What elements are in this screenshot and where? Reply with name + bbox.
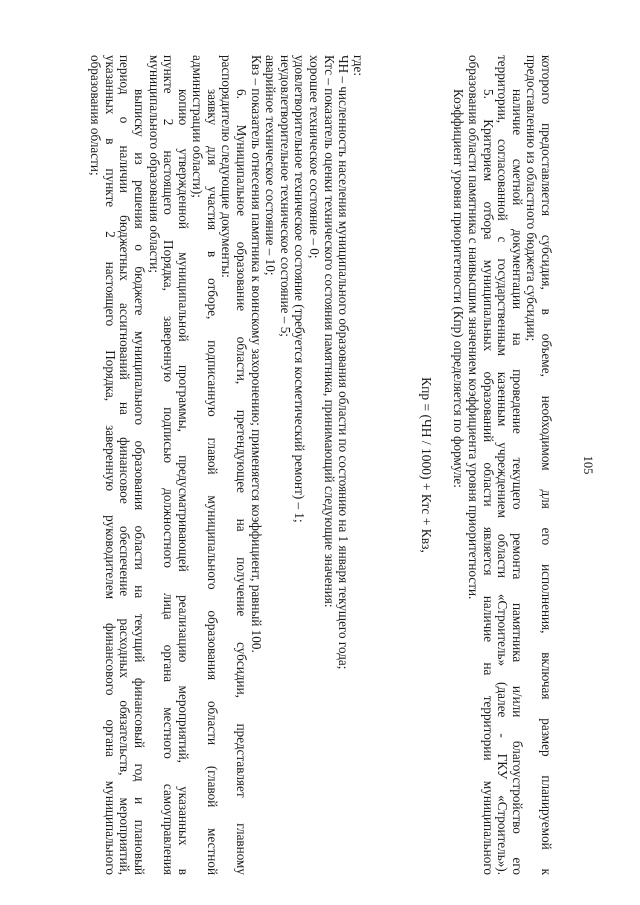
text-line: муниципального образования области; (146, 55, 162, 274)
text-line: 5. Критерием отбора муниципальных образований области является наличие на территории муниципального (480, 89, 496, 875)
text-line: Коэффициент уровня приоритетности (Кпр) определяется по формуле: (451, 89, 467, 488)
text-line: пункте 2 настоящего Порядка, заверенную подписью должностного лица органа местного самоуправления (161, 55, 177, 875)
priority-formula: Кпр = (ЧН / 1000) + Ктс + Квз, (418, 377, 434, 553)
text-line: администрации области); (190, 55, 206, 198)
text-line: где: (350, 55, 366, 76)
document-body (88, 55, 553, 875)
text-line: хорошее техническое состояние – 0; (307, 55, 323, 259)
text-line: заявку для участия в отборе, подписанную главой муниципального образования области (главой местной (204, 89, 220, 875)
text-line: распорядителю следующие документы: (219, 55, 235, 278)
text-line: наличие сметной документации на проведение текущего ремонта памятника и/или благоустройство его (509, 89, 525, 875)
text-line: Квз – показатель отнесения памятника к воинскому захоронению; применяется коэффициент, равный 100. (248, 55, 264, 653)
text-line: копию утвержденной муниципальной программы, предусматривающей реализацию мероприятий, указанных в (175, 89, 191, 875)
text-line: образования области; (88, 55, 104, 176)
text-line: 6. Муниципальное образование области, претендующее на получение субсидии, представляет главному (234, 89, 250, 875)
text-line: указанных в пункте 2 настоящего Порядка, заверенную руководителем финансового органа муниципального (102, 55, 118, 875)
text-line: период о наличии бюджетных ассигнований на финансовое обеспечение расходных обязательств, мероприятий, (117, 55, 133, 875)
spacer (365, 55, 401, 875)
text-line: Ктс – показатель оценки технического состояния памятника, принимающий следующие значения: (321, 55, 337, 608)
text-line: ЧН – численность населения муниципального образования области по состоянию на 1 января текущего года; (336, 55, 352, 670)
text-line: аварийное техническое состояние – 10; (263, 55, 279, 276)
page-number: 105 (581, 455, 595, 475)
text-line: выписку из решения о бюджете муниципального образования области на текущий финансовый год и плановый (131, 89, 147, 875)
text-line: неудовлетворительное техническое состояние – 5; (277, 55, 293, 337)
rotated-text-block (88, 55, 595, 875)
text-line: которого предоставляется субсидия, в объеме, необходимом для его исполнения, включая размер планируемой к (539, 55, 554, 875)
text-line: предоставлению из областного бюджета субсидии; (524, 55, 540, 342)
text-line: территории, согласованной с государственным казенным учреждением области «Строитель» (далее - ГКУ «Строитель»). (495, 55, 511, 875)
text-line: образования области памятника с наивысшим значением коэффициента уровня приоритетности. (466, 55, 482, 600)
text-line: удовлетворительное техническое состояние (требуется косметический ремонт) – 1; (292, 55, 308, 523)
